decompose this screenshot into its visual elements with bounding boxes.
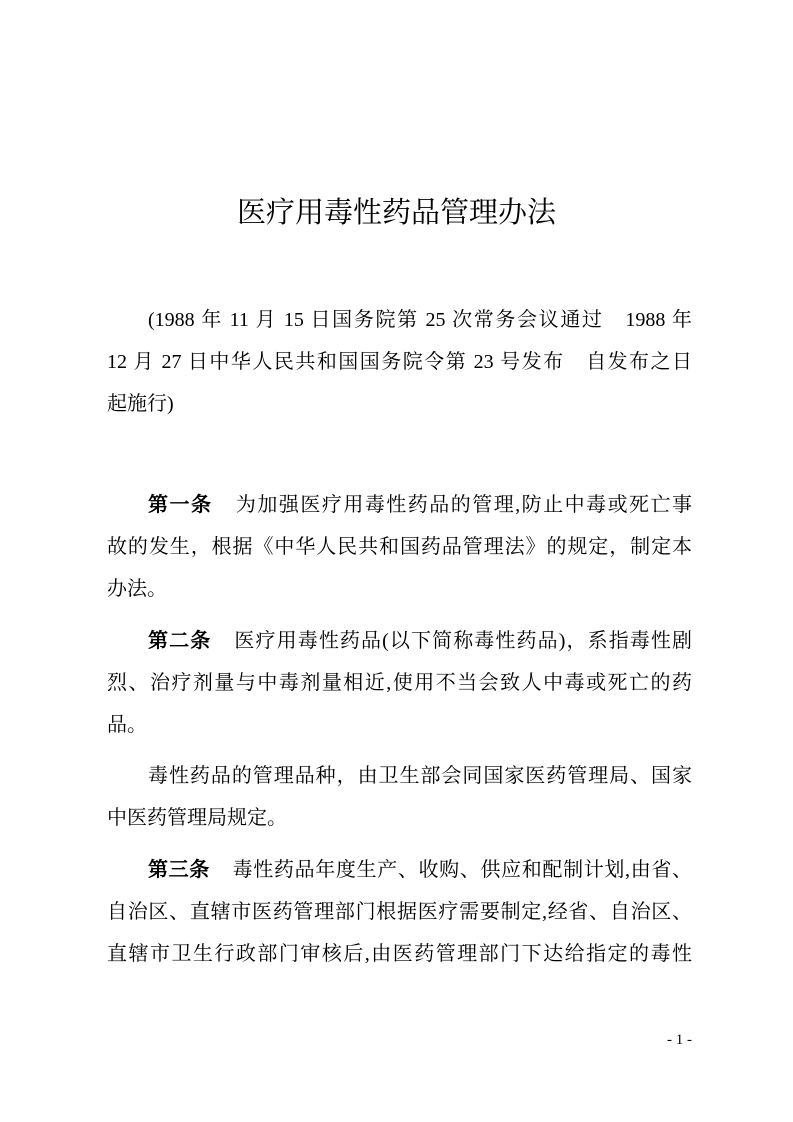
document-title: 医疗用毒性药品管理办法: [236, 197, 556, 229]
article-1-line: 办法。: [107, 578, 167, 600]
preamble-line: 起施行): [107, 393, 174, 415]
article-3-line: 直辖市卫生行政部门审核后,由医药管理部门下达给指定的毒性: [107, 943, 692, 965]
preamble-line: (1988 年 11 月 15 日国务院第 25 次常务会议通过 1988 年: [148, 309, 692, 331]
article-1-line: 故的发生，根据《中华人民共和国药品管理法》的规定，制定本: [107, 536, 692, 558]
preamble-line: 12 月 27 日中华人民共和国国务院令第 23 号发布 自发布之日: [107, 351, 692, 373]
article-2-label: 第二条: [148, 630, 212, 652]
article-2: [107, 620, 692, 746]
article-1: [107, 484, 692, 610]
article-2-paragraph-2: [107, 755, 692, 839]
article-1-text: 为加强医疗用毒性药品的管理,防止中毒或死亡事: [234, 494, 693, 516]
page-number: - 1 -: [667, 1032, 692, 1048]
article-3-first-line: [107, 849, 692, 891]
article-3: [107, 849, 692, 975]
paragraph-line: 中医药管理局规定。: [107, 807, 287, 829]
article-2-line: 品。: [107, 714, 147, 736]
article-1-label: 第一条: [148, 494, 213, 516]
article-2-line: 烈、治疗剂量与中毒剂量相近,使用不当会致人中毒或死亡的药: [107, 672, 692, 694]
article-2-first-line: [107, 620, 692, 662]
paragraph-line: 毒性药品的管理品种，由卫生部会同国家医药管理局、国家: [148, 765, 692, 787]
article-3-text: 毒性药品年度生产、收购、供应和配制计划,由省、: [231, 859, 693, 881]
article-1-first-line: [107, 484, 692, 526]
article-2-text: 医疗用毒性药品(以下简称毒性药品)，系指毒性剧: [233, 630, 692, 652]
preamble: [107, 299, 692, 425]
article-3-line: 自治区、直辖市医药管理部门根据医疗需要制定,经省、自治区、: [107, 901, 692, 923]
article-3-label: 第三条: [148, 859, 210, 881]
